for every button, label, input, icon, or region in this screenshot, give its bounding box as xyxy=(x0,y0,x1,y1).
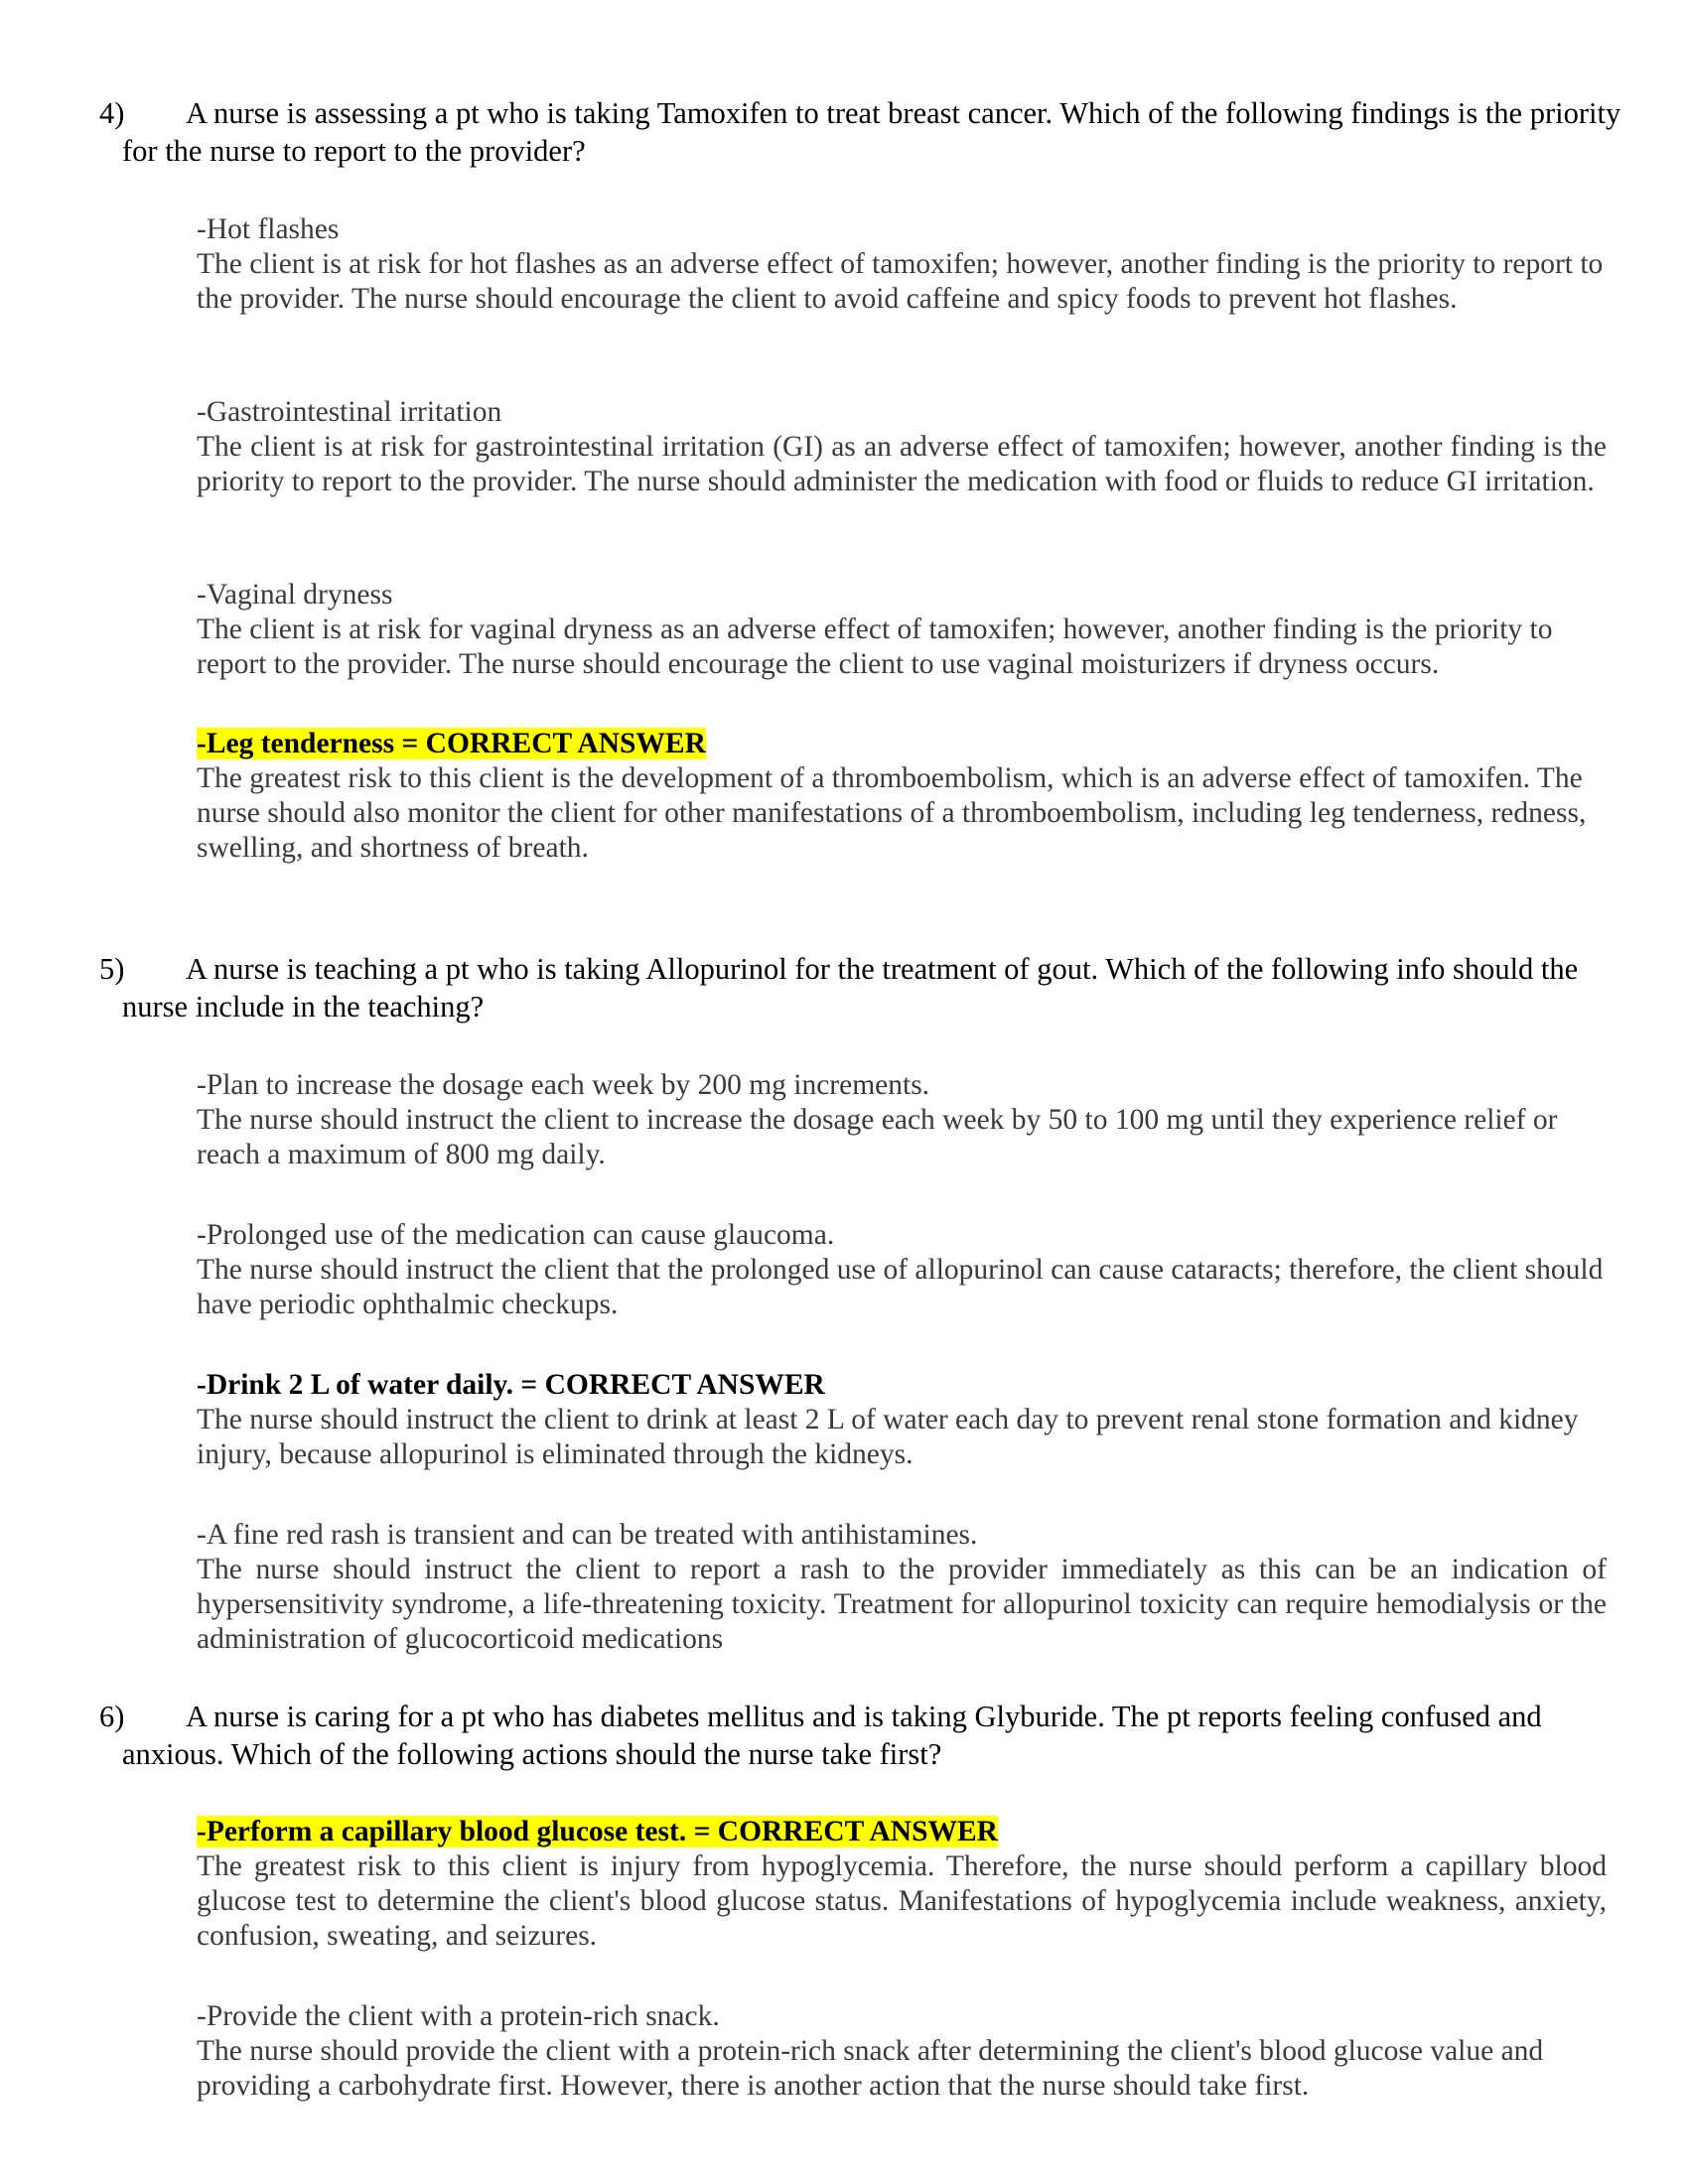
question-number: 5) xyxy=(99,952,125,986)
option-title xyxy=(197,727,1607,761)
option-explanation: The client is at risk for vaginal dryness as an adverse effect of tamoxifen; however, another finding is the priority to report to the provider. The nurse should encourage the client to use vaginal moisturizers if dryness occurs. xyxy=(197,614,1553,680)
option-explanation: The client is at risk for gastrointestinal irritation (GI) as an adverse effect of tamoxifen; however, another finding is the priority to report to the provider. The nurse should administer the medication with food or fluids to reduce GI irritation. xyxy=(197,431,1607,497)
option-title: -Vaginal dryness xyxy=(197,579,393,611)
option-title: -Drink 2 L of water daily. = CORRECT ANSWER xyxy=(197,1369,825,1401)
q4-option-1 xyxy=(197,212,1607,317)
q4-option-4-correct xyxy=(197,727,1607,866)
question-number: 4) xyxy=(99,96,125,130)
question-4 xyxy=(99,94,1631,170)
option-explanation: The nurse should instruct the client that the prolonged use of allopurinol can cause cataracts; therefore, the client should have periodic ophthalmic checkups. xyxy=(197,1254,1604,1320)
option-title: -Plan to increase the dosage each week by 200 mg increments. xyxy=(197,1069,930,1101)
option-explanation: The nurse should instruct the client to report a rash to the provider immediately as this can be an indication of hypersensitivity syndrome, a life-threatening toxicity. Treatment for allopurinol toxicity can require hemodialysis or the administration of glucocorticoid medications xyxy=(197,1554,1607,1655)
q6-option-2 xyxy=(197,1999,1607,2104)
correct-answer-highlight: -Leg tenderness = CORRECT ANSWER xyxy=(197,728,706,759)
question-5 xyxy=(99,950,1631,1025)
q5-option-4 xyxy=(197,1518,1607,1657)
option-title: -Provide the client with a protein-rich snack. xyxy=(197,2000,720,2032)
option-title: -Prolonged use of the medication can cause glaucoma. xyxy=(197,1219,835,1251)
question-number: 6) xyxy=(99,1700,125,1733)
q5-option-1 xyxy=(197,1068,1607,1172)
option-explanation: The greatest risk to this client is the development of a thromboembolism, which is an adverse effect of tamoxifen. The nurse should also monitor the client for other manifestations of a thromboembolism, including leg tenderness, redness, swelling, and shortness of breath. xyxy=(197,762,1587,864)
option-explanation: The nurse should instruct the client to drink at least 2 L of water each day to prevent renal stone formation and kidney injury, because allopurinol is eliminated through the kidneys. xyxy=(197,1404,1579,1470)
option-title: -Hot flashes xyxy=(197,213,340,245)
q6-option-1-correct xyxy=(197,1815,1607,1954)
option-explanation: The client is at risk for hot flashes as an adverse effect of tamoxifen; however, another finding is the priority to report to the provider. The nurse should encourage the client to avoid caffeine and spicy foods to prevent hot flashes. xyxy=(197,248,1604,315)
option-explanation: The nurse should instruct the client to increase the dosage each week by 50 to 100 mg until they experience relief or reach a maximum of 800 mg daily. xyxy=(197,1104,1558,1170)
option-explanation: The greatest risk to this client is injury from hypoglycemia. Therefore, the nurse should perform a capillary blood glucose test to determine the client's blood glucose status. Manifestations of hypoglycemia include weakness, anxiety, confusion, sweating, and seizures. xyxy=(197,1850,1607,1952)
option-title xyxy=(197,1815,1607,1849)
question-text: A nurse is caring for a pt who has diabetes mellitus and is taking Glyburide. The pt reports feeling confused and anxious. Which of the following actions should the nurse take first? xyxy=(122,1700,1542,1771)
correct-answer-highlight: -Perform a capillary blood glucose test. = CORRECT ANSWER xyxy=(197,1816,998,1847)
option-title: -A fine red rash is transient and can be treated with antihistamines. xyxy=(197,1519,978,1551)
q5-option-2 xyxy=(197,1218,1607,1322)
question-6 xyxy=(99,1698,1631,1773)
question-text: A nurse is assessing a pt who is taking Tamoxifen to treat breast cancer. Which of the following findings is the priority for the nurse to report to the provider? xyxy=(122,96,1621,168)
q5-option-3-correct xyxy=(197,1368,1607,1472)
option-title: -Gastrointestinal irritation xyxy=(197,396,502,428)
question-text: A nurse is teaching a pt who is taking Allopurinol for the treatment of gout. Which of the following info should the nurse include in the teaching? xyxy=(122,952,1579,1024)
q4-option-2 xyxy=(197,395,1607,499)
option-explanation: The nurse should provide the client with a protein-rich snack after determining the client's blood glucose value and providing a carbohydrate first. However, there is another action that the nurse should take first. xyxy=(197,2035,1544,2102)
q4-option-3 xyxy=(197,578,1607,682)
